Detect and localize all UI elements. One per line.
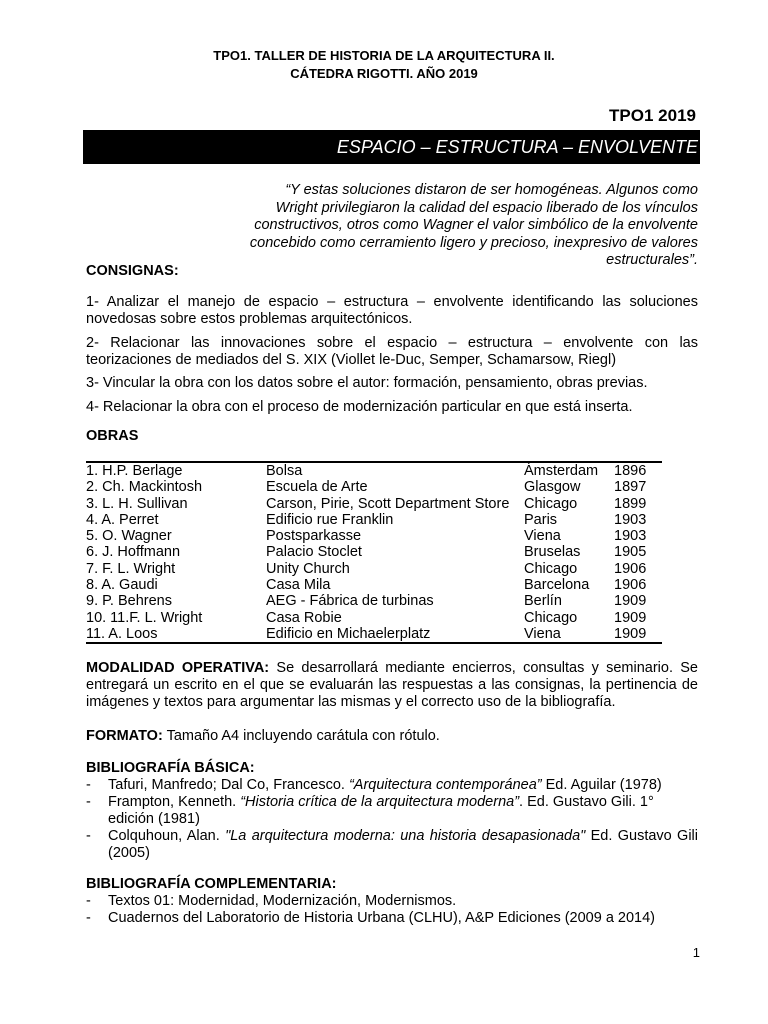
work-year: 1903 bbox=[614, 528, 647, 545]
work-name: AEG - Fábrica de turbinas bbox=[266, 593, 434, 610]
work-city: Paris bbox=[524, 511, 558, 528]
modalidad-label: MODALIDAD OPERATIVA: bbox=[86, 660, 270, 676]
work-name: Escuela de Arte bbox=[266, 479, 368, 496]
work-name: Carson, Pirie, Scott Department Store bbox=[266, 495, 510, 512]
work-year: 1909 bbox=[614, 609, 647, 626]
consigna-3: 3- Vincular la obra con los datos sobre el autor: formación, pensamiento, obras previas. bbox=[86, 375, 648, 391]
bib-author: Colquhoun, Alan. bbox=[108, 828, 226, 844]
consigna-2: 2- Relacionar las innovaciones sobre el espacio – estructura – envolvente con las teorizaciones de mediados del S. XIX (Viollet le-Duc, Semper, Schamarsow, Riegl) bbox=[86, 335, 698, 368]
table-row bbox=[86, 626, 662, 643]
table-row bbox=[86, 593, 662, 609]
bib-publisher: . Ed. Gustavo Gili. 1° edición (1981) bbox=[108, 794, 654, 827]
page-number: 1 bbox=[692, 945, 700, 960]
works-table bbox=[86, 461, 662, 644]
work-city: Chicago bbox=[524, 609, 578, 626]
bib-item bbox=[86, 794, 698, 828]
work-author: 6. J. Hoffmann bbox=[86, 544, 181, 561]
work-year: 1903 bbox=[614, 511, 647, 528]
work-name: Edificio en Michaelerplatz bbox=[266, 625, 431, 642]
table-row bbox=[86, 479, 662, 495]
bib-text: Textos 01: Modernidad, Modernización, Modernismos. bbox=[108, 893, 457, 909]
header-line-2: CÁTEDRA RIGOTTI. AÑO 2019 bbox=[290, 66, 478, 81]
formato-text: Tamaño A4 incluyendo carátula con rótulo. bbox=[162, 728, 440, 744]
table-row bbox=[86, 577, 662, 593]
work-year: 1899 bbox=[614, 495, 647, 512]
work-city: Barcelona bbox=[524, 577, 590, 594]
bullet-dash: - bbox=[86, 794, 91, 810]
bib-publisher: Ed. Gustavo Gili (2005) bbox=[108, 828, 698, 861]
work-author: 9. P. Behrens bbox=[86, 593, 172, 610]
work-city: Chicago bbox=[524, 560, 578, 577]
bullet-dash: - bbox=[86, 893, 91, 909]
work-name: Edificio rue Franklin bbox=[266, 511, 394, 528]
consigna-4: 4- Relacionar la obra con el proceso de modernización particular en que está inserta. bbox=[86, 399, 633, 415]
bib-complementaria-title: BIBLIOGRAFÍA COMPLEMENTARIA: bbox=[86, 876, 337, 892]
work-author: 1. H.P. Berlage bbox=[86, 463, 183, 479]
modalidad-text: Se desarrollará mediante encierros, consultas y seminario. Se entregará un escrito en el que se evaluarán las respuestas a las consignas, la pertinencia de imágenes y textos para argumentar las mismas y el correcto uso de la bibliografía. bbox=[86, 660, 698, 710]
table-row bbox=[86, 561, 662, 577]
tpo-label: TPO1 2019 bbox=[609, 106, 696, 125]
work-year: 1897 bbox=[614, 479, 647, 496]
bib-item bbox=[86, 828, 698, 862]
work-name: Postsparkasse bbox=[266, 528, 362, 545]
work-city: Berlín bbox=[524, 593, 562, 610]
bib-author: Frampton, Kenneth. bbox=[108, 794, 241, 810]
work-city: Chicago bbox=[524, 495, 578, 512]
consignas-title: CONSIGNAS: bbox=[86, 263, 179, 279]
work-year: 1906 bbox=[614, 560, 647, 577]
bullet-dash: - bbox=[86, 910, 91, 926]
work-city: Viena bbox=[524, 625, 561, 642]
bib-title: “Historia crítica de la arquitectura moderna” bbox=[240, 794, 520, 810]
table-row bbox=[86, 496, 662, 512]
work-author: 3. L. H. Sullivan bbox=[86, 495, 188, 512]
work-author: 10. 11.F. L. Wright bbox=[86, 609, 203, 626]
title-banner: ESPACIO – ESTRUCTURA – ENVOLVENTE bbox=[83, 130, 700, 164]
table-row bbox=[86, 462, 662, 479]
bib-title: “Arquitectura contemporánea” bbox=[348, 777, 542, 793]
work-author: 7. F. L. Wright bbox=[86, 560, 176, 577]
bib-basica-list bbox=[86, 777, 698, 862]
work-year: 1906 bbox=[614, 577, 647, 594]
formato-paragraph bbox=[86, 728, 698, 745]
work-year: 1909 bbox=[614, 625, 647, 642]
consigna-1: 1- Analizar el manejo de espacio – estructura – envolvente identificando las soluciones novedosas sobre estos problemas arquitectónicos. bbox=[86, 294, 698, 327]
work-author: 11. A. Loos bbox=[86, 625, 158, 642]
bullet-dash: - bbox=[86, 828, 91, 844]
work-author: 8. A. Gaudi bbox=[86, 577, 158, 594]
work-year: 1909 bbox=[614, 593, 647, 610]
work-year: 1905 bbox=[614, 544, 647, 561]
modalidad-paragraph bbox=[86, 660, 698, 711]
work-name: Unity Church bbox=[266, 560, 350, 577]
bib-item bbox=[86, 893, 698, 910]
work-city: Ámsterdam bbox=[524, 463, 599, 479]
table-row bbox=[86, 512, 662, 528]
work-name: Casa Mila bbox=[266, 577, 331, 594]
table-row bbox=[86, 544, 662, 560]
work-author: 4. A. Perret bbox=[86, 511, 159, 528]
formato-label: FORMATO: bbox=[86, 728, 163, 744]
header-line-1: TPO1. TALLER DE HISTORIA DE LA ARQUITECTURA II. bbox=[213, 48, 555, 63]
bib-author: Tafuri, Manfredo; Dal Co, Francesco. bbox=[108, 777, 349, 793]
bib-item bbox=[86, 777, 698, 794]
work-city: Glasgow bbox=[524, 479, 581, 496]
table-row bbox=[86, 610, 662, 626]
bib-item bbox=[86, 910, 698, 927]
work-city: Viena bbox=[524, 528, 561, 545]
bib-title: "La arquitectura moderna: una historia desapasionada" bbox=[225, 828, 586, 844]
work-name: Bolsa bbox=[266, 463, 303, 479]
work-name: Casa Robie bbox=[266, 609, 342, 626]
table-row bbox=[86, 528, 662, 544]
work-author: 2. Ch. Mackintosh bbox=[86, 479, 203, 496]
bib-text: Cuadernos del Laboratorio de Historia Urbana (CLHU), A&P Ediciones (2009 a 2014) bbox=[108, 910, 656, 926]
bullet-dash: - bbox=[86, 777, 91, 793]
obras-title: OBRAS bbox=[86, 428, 139, 444]
bib-publisher: Ed. Aguilar (1978) bbox=[541, 777, 662, 793]
epigraph-quote: “Y estas soluciones distaron de ser homogéneas. Algunos como Wright privilegiaron la calidad del espacio liberado de los vínculos constructivos, otros como Wagner el valor simbólico de la envolvente concebido como cerramiento ligero y precioso, inexpresivo de valores estructurales”. bbox=[249, 182, 698, 268]
work-city: Bruselas bbox=[524, 544, 581, 561]
work-author: 5. O. Wagner bbox=[86, 528, 172, 545]
work-year: 1896 bbox=[614, 463, 647, 479]
bib-complementaria-list bbox=[86, 893, 698, 927]
bib-basica-title: BIBLIOGRAFÍA BÁSICA: bbox=[86, 760, 255, 776]
work-name: Palacio Stoclet bbox=[266, 544, 362, 561]
